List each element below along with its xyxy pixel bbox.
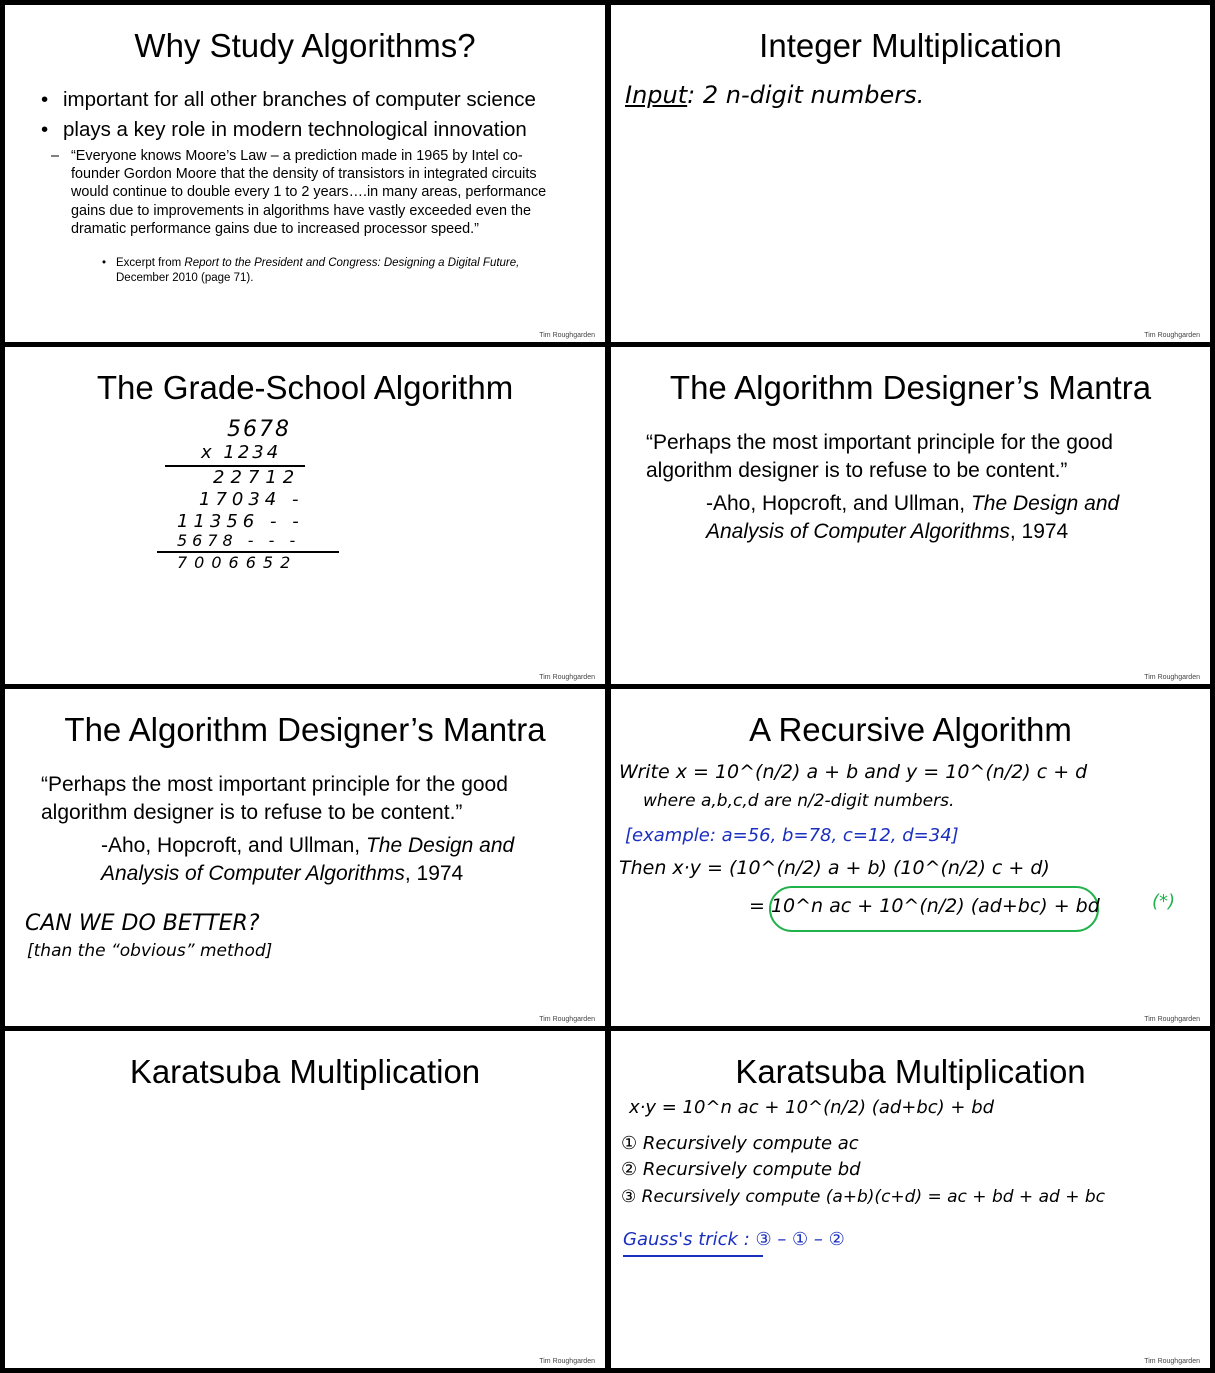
source-title: Report to the President and Congress: Designing a Digital Future, [184, 257, 520, 269]
hw-example: [example: a=56, b=78, c=12, d=34] [625, 825, 959, 846]
quote-text: “Everyone knows Moore’s Law – a prediction made in 1965 by Intel co-founder Gordon Moore that the density of transistors in integrated circuits would continue to double every 1 to 2 years….in many areas, performance gains due to improvements in algorithms have vastly exceeded even the dramatic performance gains due to increased processor speed.” [71, 148, 547, 237]
hw-underline [623, 1255, 763, 1257]
bullet-item: • plays a key role in modern technological innovation [41, 115, 585, 145]
attr-prefix: -Aho, Hopcroft, and Ullman, [706, 492, 971, 515]
slide-title: The Grade-School Algorithm [96, 369, 514, 406]
slide-footer: Tim Roughgarden [539, 674, 595, 681]
hw-line: where a,b,c,d are n/2-digit numbers. [643, 791, 955, 811]
attr-book: The Design and [365, 834, 515, 857]
hw-row: 22712 [213, 467, 301, 488]
slide-recursive-algorithm [611, 689, 1210, 1026]
hw-step: ① Recursively compute ac [621, 1133, 859, 1154]
slide-karatsuba-blank [5, 1031, 605, 1368]
hw-star: (*) [1152, 891, 1176, 912]
input-text: : 2 n-digit numbers. [687, 81, 925, 109]
slide-grade-school-algorithm [5, 347, 605, 684]
attr-book: Analysis of Computer Algorithms [706, 520, 1010, 543]
moores-law-quote: – “Everyone knows Moore’s Law – a prediction made in 1965 by Intel co-founder Gordon Moore that the density of transistors in integrated circuits would continue to double every 1 to 2 years….in many areas, performance gains due to improvements in algorithms have vastly exceeded even the dramatic performance gains due to increased processor speed.” [51, 148, 547, 237]
hw-row: 7006652 [177, 553, 298, 572]
hw-then: Then x·y = (10^(n/2) a + b) (10^(n/2) c + d) [619, 857, 1050, 879]
source-suffix: December 2010 (page 71). [116, 271, 254, 284]
slide-footer: Tim Roughgarden [539, 332, 595, 339]
hw-row: 17034 - [199, 489, 304, 510]
hw-note: [than the “obvious” method] [27, 941, 273, 961]
slide-footer: Tim Roughgarden [1144, 332, 1200, 339]
hw-row: x 1234 [201, 442, 282, 463]
slide-why-study-algorithms [5, 5, 605, 342]
bullet-list [41, 85, 585, 145]
mantra-attribution [101, 832, 514, 888]
quote-line: “Perhaps the most important principle for the good [646, 431, 1113, 454]
slide-designers-mantra [611, 347, 1210, 684]
slide-title: A Recursive Algorithm [749, 711, 1072, 748]
hw-line: Write x = 10^(n/2) a + b and y = 10^(n/2) c + d [619, 761, 1088, 783]
slide-title: Karatsuba Multiplication [735, 1053, 1086, 1090]
hw-question: CAN WE DO BETTER? [25, 911, 260, 936]
slide-title: Karatsuba Multiplication [129, 1053, 481, 1090]
source-prefix: Excerpt from [116, 257, 185, 269]
handwritten-input [625, 81, 924, 109]
slide-title: The Algorithm Designer’s Mantra [669, 369, 1152, 406]
slide-footer: Tim Roughgarden [539, 1016, 595, 1023]
attr-year: , 1974 [1009, 520, 1069, 543]
quote-line: algorithm designer is to refuse to be content.” [41, 801, 463, 824]
slide-footer: Tim Roughgarden [1144, 674, 1200, 681]
attr-year: , 1974 [404, 862, 464, 885]
slide-title: The Algorithm Designer’s Mantra [64, 711, 546, 748]
mantra-quote [646, 429, 1113, 485]
input-label: Input [625, 81, 688, 109]
slide-footer: Tim Roughgarden [539, 1358, 595, 1365]
hw-row: 5678 [227, 417, 291, 442]
hw-equation: = 10^n ac + 10^(n/2) (ad+bc) + bd [749, 895, 1100, 917]
quote-source: • Excerpt from Report to the President and Congress: Designing a Digital Future, December 2010 (page 71). [102, 257, 520, 284]
slide-footer: Tim Roughgarden [1144, 1016, 1200, 1023]
mantra-attribution [706, 490, 1119, 546]
hw-row: 5678 - - - [177, 531, 301, 550]
hw-equation: x·y = 10^n ac + 10^(n/2) (ad+bc) + bd [629, 1097, 995, 1118]
hw-row: 11356 - - [177, 511, 304, 532]
slide-title: Integer Multiplication [759, 27, 1062, 64]
quote-line: algorithm designer is to refuse to be content.” [646, 459, 1068, 482]
slide-footer: Tim Roughgarden [1144, 1358, 1200, 1365]
attr-book: The Design and [970, 492, 1120, 515]
hw-step: ② Recursively compute bd [621, 1159, 861, 1180]
quote-line: “Perhaps the most important principle for the good [41, 773, 508, 796]
slide-karatsuba [611, 1031, 1210, 1368]
slide-title: Why Study Algorithms? [134, 27, 476, 64]
mantra-quote [41, 771, 508, 827]
hw-step: ③ Recursively compute (a+b)(c+d) = ac + bd + ad + bc [621, 1187, 1105, 1207]
attr-prefix: -Aho, Hopcroft, and Ullman, [101, 834, 366, 857]
slide-designers-mantra-annotated [5, 689, 605, 1026]
slide-integer-multiplication [611, 5, 1210, 342]
attr-book: Analysis of Computer Algorithms [101, 862, 405, 885]
bullet-item: • important for all other branches of computer science [41, 85, 585, 115]
hw-gauss-trick: Gauss's trick : ③ – ① – ② [623, 1229, 845, 1250]
